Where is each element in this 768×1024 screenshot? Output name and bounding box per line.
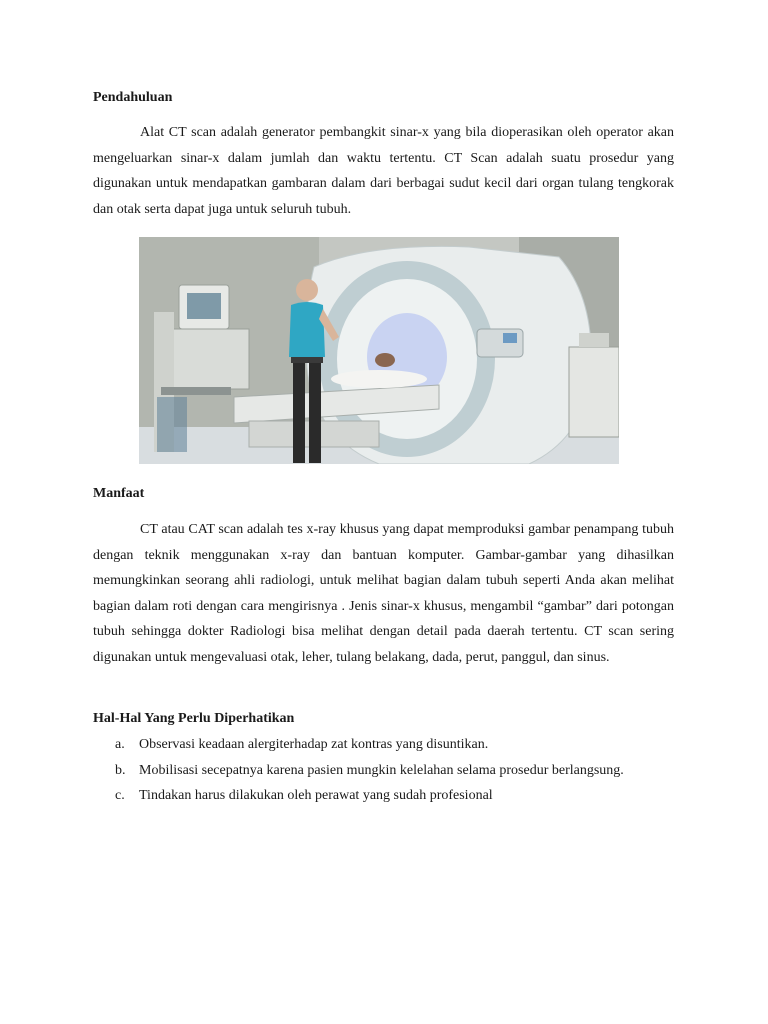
patient-blanket: [331, 370, 427, 388]
paragraph-manfaat: CT atau CAT scan adalah tes x-ray khusus yang dapat memproduksi gambar penampang tubuh dengan teknik menggunakan x-ray dan bantuan komputer. Gambar-gambar yang dihasilkan memungkinkan seorang ahli radiologi, untuk melihat bagian dalam tubuh seperti Anda akan melihat bagian dalam roti dengan cara mengirisnya . Jenis sinar-x khusus, mengambil “gambar” dari potongan tubuh sehingga dokter Radiologi bisa melihat dengan detail pada daerah tertentu. CT scan sering digunakan untuk mengevaluasi otak, leher, tulang belakang, dada, perut, panggul, dan sinus.: [93, 522, 674, 665]
technician-leg-left: [293, 363, 305, 463]
section-title-manfaat: Manfaat: [93, 486, 145, 501]
ct-scan-photo: [139, 237, 619, 464]
list-item-text: Observasi keadaan alergiterhadap zat kontras yang disuntikan.: [139, 737, 489, 752]
list-marker: b.: [115, 762, 126, 778]
ct-scan-illustration: [139, 237, 619, 464]
technician-head: [296, 279, 318, 301]
section-title-pendahuluan: Pendahuluan: [93, 90, 173, 105]
right-cabinet: [569, 347, 619, 437]
list-item-text: Mobilisasi secepatnya karena pasien mungkin kelelahan selama prosedur berlangsung.: [139, 762, 624, 778]
list-marker: a.: [115, 737, 125, 752]
list-item: [93, 783, 693, 809]
tubing-bundle: [157, 397, 187, 452]
list-marker: c.: [115, 788, 125, 803]
monitor-screen: [187, 293, 221, 319]
cart-shelf: [161, 387, 231, 395]
list-item-text: Tindakan harus dilakukan oleh perawat yang sudah profesional: [139, 788, 493, 803]
right-device: [579, 333, 609, 347]
patient-head: [375, 353, 395, 367]
list-item: [93, 732, 693, 758]
section-title-hal-hal: Hal-Hal Yang Perlu Diperhatikan: [93, 711, 295, 726]
notes-list: [93, 732, 693, 809]
technician-belt: [291, 357, 323, 363]
scanner-display: [503, 333, 517, 343]
paragraph-pendahuluan: Alat CT scan adalah generator pembangkit sinar-x yang bila dioperasikan oleh operator akan mengeluarkan sinar-x dalam jumlah dan waktu tertentu. CT Scan adalah suatu prosedur yang digunakan untuk mendapatkan gambaran dalam dari berbagai sudut kecil dari organ tulang tengkorak dan otak serta dapat juga untuk seluruh tubuh.: [93, 125, 674, 217]
technician-leg-right: [309, 363, 321, 463]
list-item: [93, 758, 693, 784]
technician-shirt: [289, 302, 325, 357]
equipment-cart: [169, 329, 249, 389]
